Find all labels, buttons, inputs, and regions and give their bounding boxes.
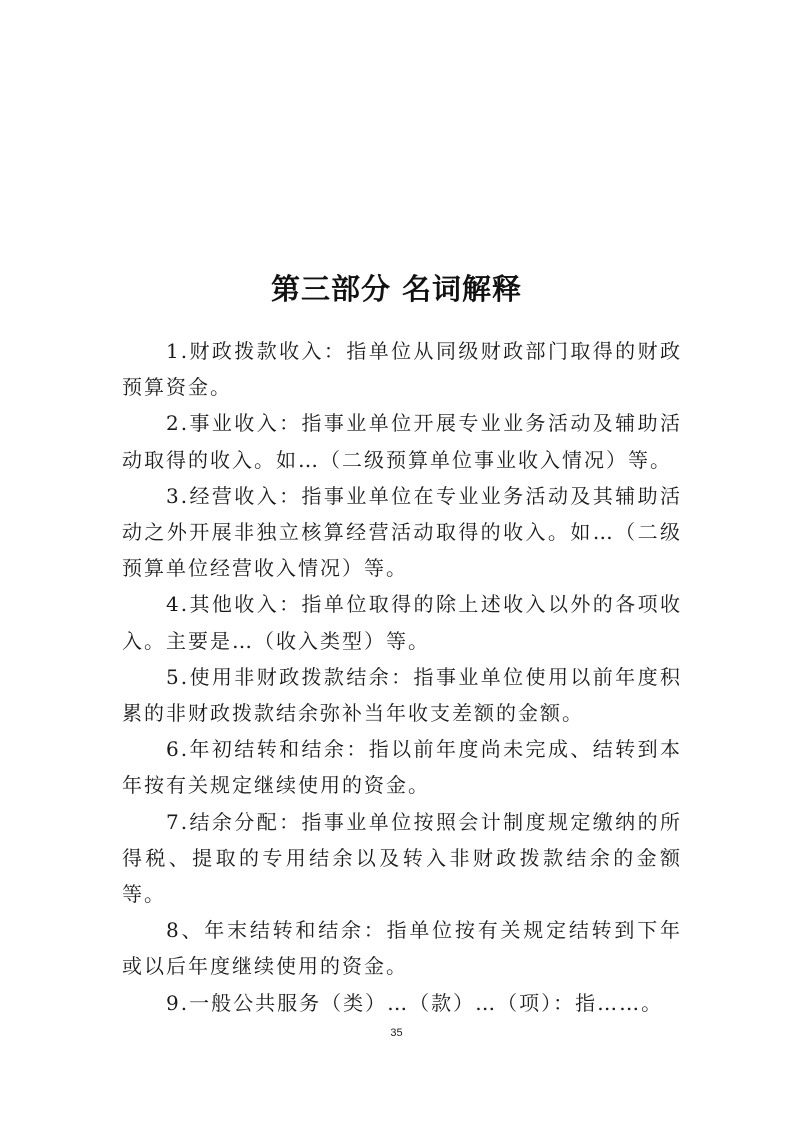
term-paragraph: 7.结余分配：指事业单位按照会计制度规定缴纳的所得税、提取的专用结余以及转入非财政拨款结余的金额等。 [122, 809, 682, 907]
term-paragraph: 3.经营收入：指事业单位在专业业务活动及其辅助活动之外开展非独立核算经营活动取得的收入。如…（二级预算单位经营收入情况）等。 [122, 483, 682, 581]
term-paragraph: 5.使用非财政拨款结余：指事业单位使用以前年度积累的非财政拨款结余弥补当年收支差额的金额。 [122, 664, 682, 726]
term-paragraph: 4.其他收入：指单位取得的除上述收入以外的各项收入。主要是…（收入类型）等。 [122, 592, 682, 653]
page-title: 第三部分 名词解释 [270, 272, 523, 307]
term-paragraph: 6.年初结转和结余：指以前年度尚未完成、结转到本年按有关规定继续使用的资金。 [122, 737, 682, 798]
term-paragraph: 2.事业收入：指事业单位开展专业业务活动及辅助活动取得的收入。如…（二级预算单位事业收入情况）等。 [122, 411, 682, 472]
term-list [122, 333, 682, 1021]
term-paragraph: 8、年末结转和结余：指单位按有关规定结转到下年或以后年度继续使用的资金。 [122, 918, 682, 979]
term-paragraph: 9.一般公共服务（类）…（款）…（项）：指……。 [166, 990, 664, 1015]
term-paragraph: 1.财政拨款收入：指单位从同级财政部门取得的财政预算资金。 [122, 339, 682, 400]
page-number: 35 [390, 1027, 403, 1039]
